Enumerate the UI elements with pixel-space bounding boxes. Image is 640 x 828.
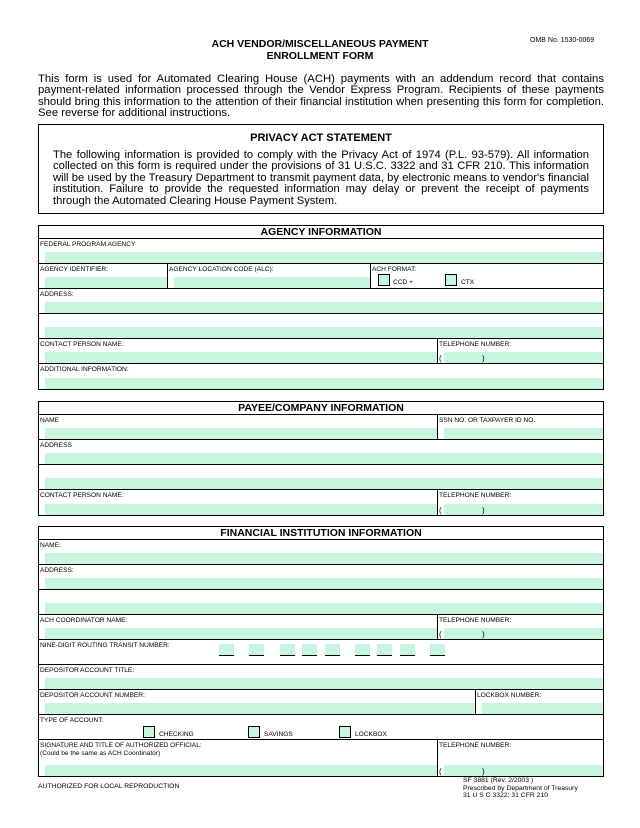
fi-tel-open-paren: ( xyxy=(439,630,442,639)
lockbox-number-field[interactable] xyxy=(482,703,603,714)
intro-text: This form is used for Automated Clearing House (ACH) payments with an addendum record that contains payment-related information processed through the Vendor Express Program. Recipients of these payments should bring this information to the attention of their financial institution when presenting this form for completion. See reverse for additional instructions. xyxy=(38,73,604,120)
checking-checkbox[interactable] xyxy=(143,726,155,738)
lockbox-label: LOCKBOX xyxy=(355,731,387,738)
routing-digit-5[interactable] xyxy=(325,644,340,656)
account-type-label: TYPE OF ACCOUNT: xyxy=(40,717,104,724)
coordinator-label: ACH COORDINATOR NAME: xyxy=(40,617,128,624)
fi-telephone-label: TELEPHONE NUMBER: xyxy=(439,617,512,624)
agency-tel-close-paren: ) xyxy=(482,354,485,363)
payee-tel-open-paren: ( xyxy=(439,506,442,515)
financial-section xyxy=(38,526,604,777)
agency-address-label: ADDRESS: xyxy=(40,291,74,298)
account-title-label: DEPOSITOR ACCOUNT TITLE: xyxy=(40,667,135,674)
agency-address-row xyxy=(39,289,603,314)
fi-account-number-row xyxy=(39,690,603,715)
payee-contact-label: CONTACT PERSON NAME: xyxy=(40,492,124,499)
agency-contact-row xyxy=(39,339,603,364)
routing-digit-3[interactable] xyxy=(280,644,295,656)
account-title-field[interactable] xyxy=(45,678,603,689)
fi-address-row xyxy=(39,565,603,590)
payee-name-label: NAME xyxy=(40,417,60,424)
payee-telephone-label: TELEPHONE NUMBER: xyxy=(439,492,512,499)
ssn-label: SSN NO. OR TAXPAYER ID NO. xyxy=(439,417,536,424)
agency-address-row-2 xyxy=(39,314,603,339)
authorized-reproduction: AUTHORIZED FOR LOCAL REPRODUCTION xyxy=(38,783,180,790)
additional-info-field[interactable] xyxy=(45,378,603,389)
ccd-label: CCD + xyxy=(393,279,413,286)
fi-name-label: NAME: xyxy=(40,542,61,549)
fi-name-field[interactable] xyxy=(45,553,603,564)
prescribed-by: Prescribed by Department of Treasury xyxy=(463,784,578,792)
agency-identifier-field[interactable] xyxy=(45,277,167,288)
agency-name-row xyxy=(39,239,603,264)
alc-label: AGENCY LOCATION CODE (ALC): xyxy=(169,266,274,273)
fi-name-row xyxy=(39,540,603,565)
federal-program-agency-field[interactable] xyxy=(45,252,603,263)
payee-name-row xyxy=(39,415,603,440)
signature-note: (Could be the same as ACH Coordinator) xyxy=(40,750,161,757)
ctx-checkbox[interactable] xyxy=(445,274,457,286)
savings-checkbox[interactable] xyxy=(248,726,260,738)
routing-digit-6[interactable] xyxy=(355,644,370,656)
ssn-field[interactable] xyxy=(444,428,603,439)
payee-name-field[interactable] xyxy=(45,428,437,439)
payee-tel-close-paren: ) xyxy=(482,506,485,515)
ccd-checkbox[interactable] xyxy=(378,274,390,286)
agency-address-field-1[interactable] xyxy=(45,302,603,313)
fi-signature-row xyxy=(39,740,603,776)
agency-tel-open-paren: ( xyxy=(439,354,442,363)
coordinator-field[interactable] xyxy=(45,628,437,639)
agency-telephone-label: TELEPHONE NUMBER: xyxy=(439,341,512,348)
lockbox-number-label: LOCKBOX NUMBER: xyxy=(477,692,542,699)
agency-additional-row xyxy=(39,364,603,389)
ach-format-label: ACH FORMAT: xyxy=(372,266,417,273)
payee-telephone-field[interactable] xyxy=(444,504,603,515)
account-number-field[interactable] xyxy=(45,703,475,714)
signature-label: SIGNATURE AND TITLE OF AUTHORIZED OFFICIAL: xyxy=(40,742,202,749)
additional-info-label: ADDITIONAL INFORMATION: xyxy=(40,366,129,373)
form-number xyxy=(463,777,578,800)
form-title-line2: ENROLLMENT FORM xyxy=(266,50,374,62)
routing-digit-9[interactable] xyxy=(430,644,445,656)
form-title-line1: ACH VENDOR/MISCELLANEOUS PAYMENT xyxy=(211,38,429,50)
ctx-label: CTX xyxy=(461,279,475,286)
agency-id-row xyxy=(39,264,603,289)
routing-digit-4[interactable] xyxy=(302,644,317,656)
agency-identifier-label: AGENCY IDENTIFIER: xyxy=(40,266,109,273)
payee-address-field-2[interactable] xyxy=(45,478,603,489)
privacy-text: The following information is provided to comply with the Privacy Act of 1974 (P.L. 93-579). All information collected on this form is required under the provisions of 31 U.S.C. 3322 and 31 CFR 210. This information will be used by the Treasury Department to transmit payment data, by electronic means to vendor's financial institution. Failure to provide the requested information may delay or prevent the receipt of payments through the Automated Clearing House Payment System. xyxy=(53,149,589,207)
agency-section xyxy=(38,225,604,390)
alc-field[interactable] xyxy=(174,277,370,288)
fi-account-type-row xyxy=(39,715,603,740)
agency-contact-label: CONTACT PERSON NAME: xyxy=(40,341,124,348)
payee-address-row xyxy=(39,440,603,465)
signature-field[interactable] xyxy=(45,765,437,776)
routing-digit-1[interactable] xyxy=(219,644,234,656)
checking-label: CHECKING xyxy=(159,731,194,738)
sig-telephone-field[interactable] xyxy=(444,765,603,776)
privacy-heading: PRIVACY ACT STATEMENT xyxy=(250,132,392,144)
fi-address-row-2 xyxy=(39,590,603,615)
fi-routing-row xyxy=(39,640,603,665)
payee-address-row-2 xyxy=(39,465,603,490)
payee-contact-row xyxy=(39,490,603,515)
fi-account-title-row xyxy=(39,665,603,690)
fi-address-field-1[interactable] xyxy=(45,578,603,589)
agency-address-field-2[interactable] xyxy=(45,327,603,338)
payee-section xyxy=(38,401,604,516)
sig-tel-close-paren: ) xyxy=(482,767,485,776)
agency-telephone-field[interactable] xyxy=(444,352,603,363)
financial-heading: FINANCIAL INSTITUTION INFORMATION xyxy=(39,527,603,540)
omb-number: OMB No. 1530-0069 xyxy=(530,37,595,44)
savings-label: SAVINGS xyxy=(264,731,293,738)
account-number-label: DEPOSITOR ACCOUNT NUMBER: xyxy=(40,692,145,699)
payee-address-field-1[interactable] xyxy=(45,453,603,464)
fi-tel-close-paren: ) xyxy=(482,630,485,639)
payee-contact-field[interactable] xyxy=(45,504,437,515)
sig-telephone-label: TELEPHONE NUMBER: xyxy=(439,742,512,749)
fi-address-field-2[interactable] xyxy=(45,603,603,614)
privacy-act-box xyxy=(38,124,604,214)
form-title xyxy=(150,38,490,62)
fi-address-label: ADDRESS: xyxy=(40,567,74,574)
agency-contact-field[interactable] xyxy=(45,352,437,363)
payee-heading: PAYEE/COMPANY INFORMATION xyxy=(39,402,603,415)
payee-address-label: ADDRESS xyxy=(40,442,72,449)
sig-tel-open-paren: ( xyxy=(439,767,442,776)
form-revision: SF 3881 (Rev. 2/2003 ) xyxy=(463,777,534,784)
fi-coordinator-row xyxy=(39,615,603,640)
routing-digit-2[interactable] xyxy=(249,644,264,656)
lockbox-checkbox[interactable] xyxy=(339,726,351,738)
federal-program-agency-label: FEDERAL PROGRAM AGENCY xyxy=(40,241,136,248)
fi-telephone-field[interactable] xyxy=(444,628,603,639)
agency-heading: AGENCY INFORMATION xyxy=(39,226,603,239)
routing-label: NINE-DIGIT ROUTING TRANSIT NUMBER: xyxy=(40,642,170,649)
routing-digit-8[interactable] xyxy=(400,644,415,656)
legal-citation: 31 U S C 3322; 31 CFR 210 xyxy=(463,792,549,799)
routing-digit-7[interactable] xyxy=(377,644,392,656)
